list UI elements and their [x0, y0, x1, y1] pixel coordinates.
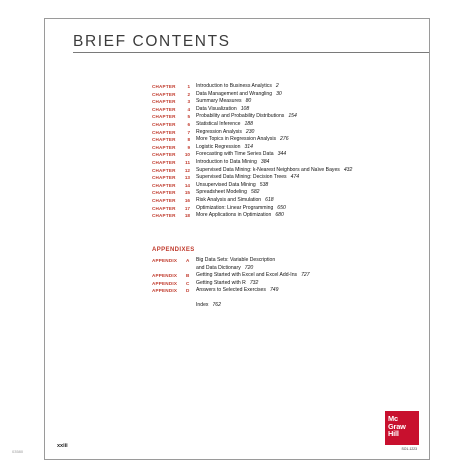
chapter-label: CHAPTER: [152, 182, 176, 188]
chapter-title: Unsupervised Data Mining: [196, 181, 256, 188]
chapter-row: [152, 106, 422, 114]
chapter-page: 2: [275, 83, 279, 89]
chapter-page: 538: [259, 181, 269, 188]
appendix-row: [152, 257, 422, 265]
chapter-row: [152, 167, 422, 175]
chapter-page: 154: [288, 113, 297, 120]
appendix-row: [152, 287, 422, 295]
chapter-number: 15: [184, 190, 190, 196]
appendix-page: 727: [301, 272, 310, 279]
chapter-label: CHAPTER: [152, 121, 176, 127]
chapter-title: Probability and Probability Distributions: [196, 113, 285, 120]
chapter-label: CHAPTER: [152, 205, 176, 211]
chapter-row: [152, 151, 422, 159]
appendix-row: [152, 265, 422, 273]
chapter-label: CHAPTER: [152, 213, 176, 219]
index-entry: [196, 302, 221, 308]
chapter-number: 3: [187, 99, 190, 105]
chapter-page: 384: [260, 158, 270, 165]
appendix-title-line: [196, 287, 278, 295]
chapter-label: CHAPTER: [152, 91, 176, 97]
chapter-page: 344: [277, 151, 287, 158]
chapter-title: Risk Analysis and Simulation: [196, 196, 262, 203]
appendix-page: 749: [269, 287, 279, 294]
chapter-title: Supervised Data Mining: k-Nearest Neighbors and Naïve Bayes: [196, 166, 340, 173]
logo-line: Mc: [388, 414, 398, 423]
chapter-title: Optimization: Linear Programming: [196, 204, 274, 211]
chapter-page: 432: [343, 166, 353, 173]
index-label: Index: [196, 302, 209, 308]
chapter-number: 7: [187, 129, 190, 135]
appendix-title: Big Data Sets: Variable Description: [196, 257, 276, 263]
chapter-title: Supervised Data Mining: Decision Trees: [196, 174, 287, 181]
chapter-title: Regression Analysis: [196, 128, 242, 135]
chapter-title-line: [196, 205, 286, 213]
appendix-title-line: [196, 257, 279, 265]
chapter-label: CHAPTER: [152, 197, 176, 203]
appendix-list: [152, 257, 422, 295]
chapter-title-line: [196, 106, 249, 114]
chapter-title: Data Management and Wrangling: [196, 90, 273, 97]
chapter-page: 230: [245, 128, 255, 135]
chapter-number: 16: [184, 197, 190, 203]
chapter-row: [152, 113, 422, 121]
chapter-label: CHAPTER: [152, 167, 176, 173]
chapter-row: [152, 205, 422, 213]
appendix-title: Getting Started with Excel and Excel Add-Ins: [196, 272, 298, 279]
chapter-number: 17: [184, 205, 190, 211]
appendix-title: Getting Started with R: [196, 279, 246, 286]
chapter-row: [152, 189, 422, 197]
chapter-page: 314: [244, 143, 253, 150]
chapter-title-line: [196, 98, 251, 106]
title-rule: [73, 52, 429, 53]
chapter-title-line: [196, 144, 253, 152]
chapter-number: 8: [187, 137, 190, 143]
appendix-label: APPENDIX: [152, 273, 178, 279]
chapter-title: Forecasting with Time Series Data: [196, 151, 274, 158]
appendix-row: [152, 280, 422, 288]
chapter-page: 30: [276, 90, 282, 97]
appendix-title: and Data Dictionary: [196, 264, 241, 271]
chapter-number: 9: [187, 144, 190, 150]
chapter-label: CHAPTER: [152, 159, 176, 165]
chapter-title: More Applications in Optimization: [196, 212, 272, 219]
chapter-title-line: [196, 121, 253, 129]
chapter-number: 10: [184, 152, 190, 158]
chapter-title-line: [196, 113, 297, 121]
chapter-page: 80: [245, 98, 252, 105]
logo-line: Hill: [388, 429, 399, 439]
chapter-list: [152, 83, 422, 220]
chapter-row: [152, 212, 422, 220]
publisher-logo: [385, 411, 419, 445]
appendices-heading: APPENDIXES: [152, 247, 195, 253]
chapter-title: Statistical Inference: [196, 120, 241, 127]
chapter-page: 618: [265, 196, 274, 203]
chapter-label: CHAPTER: [152, 129, 176, 135]
appendix-label: APPENDIX: [152, 258, 178, 263]
chapter-number: 1: [187, 84, 190, 89]
chapter-page: 474: [290, 174, 300, 181]
chapter-row: [152, 83, 422, 91]
chapter-number: 5: [187, 114, 190, 120]
chapter-page: 582: [250, 189, 260, 196]
chapter-row: [152, 159, 422, 167]
chapter-label: CHAPTER: [152, 84, 176, 89]
chapter-page: 650: [277, 204, 286, 211]
chapter-row: [152, 91, 422, 99]
chapter-label: CHAPTER: [152, 175, 176, 181]
chapter-number: 12: [184, 167, 190, 173]
chapter-title: Data Visualization: [196, 105, 237, 112]
chapter-page: 188: [244, 120, 253, 127]
chapter-label: CHAPTER: [152, 152, 176, 158]
chapter-title-line: [196, 159, 269, 167]
chapter-label: CHAPTER: [152, 99, 176, 105]
chapter-number: 6: [187, 121, 190, 127]
chapter-page: 276: [280, 136, 289, 143]
chapter-title: More Topics in Regression Analysis: [196, 136, 277, 143]
chapter-row: [152, 197, 422, 205]
appendix-page: 720: [244, 264, 254, 271]
chapter-label: CHAPTER: [152, 114, 176, 120]
appendix-title-line: [196, 272, 310, 280]
corner-stamp: 03580: [12, 449, 24, 454]
appendix-title-line: [196, 280, 258, 288]
chapter-title-line: [196, 83, 279, 91]
chapter-title: Introduction to Data Mining: [196, 158, 257, 165]
chapter-title-line: [196, 197, 274, 205]
chapter-title-line: [196, 151, 286, 159]
chapter-number: 18: [184, 213, 190, 219]
chapter-number: 4: [187, 106, 190, 112]
chapter-row: [152, 174, 422, 182]
chapter-title-line: [196, 167, 352, 175]
appendix-row: [152, 272, 422, 280]
chapter-title-line: [196, 174, 299, 182]
chapter-number: 13: [184, 175, 190, 181]
logo-line: Graw: [388, 421, 406, 431]
appendix-title-line: [196, 265, 253, 273]
chapter-title: Spreadsheet Modeling: [196, 189, 247, 196]
chapter-title: Introduction to Business Analytics: [196, 83, 272, 89]
chapter-title-line: [196, 91, 282, 99]
chapter-label: CHAPTER: [152, 190, 176, 196]
chapter-row: [152, 121, 422, 129]
appendix-title: Answers to Selected Exercises: [196, 287, 266, 294]
page-folio: xxiii: [57, 443, 68, 449]
chapter-page: 680: [275, 212, 284, 219]
chapter-label: CHAPTER: [152, 106, 176, 112]
chapter-title-line: [196, 136, 289, 144]
publisher-code: SO1-1223: [401, 447, 417, 451]
chapter-number: 14: [184, 182, 190, 188]
chapter-title: Summary Measures: [196, 98, 242, 105]
chapter-label: CHAPTER: [152, 144, 176, 150]
appendix-letter: B: [186, 273, 190, 279]
appendix-page: 732: [249, 279, 259, 286]
chapter-row: [152, 98, 422, 106]
chapter-row: [152, 144, 422, 152]
appendix-label: APPENDIX: [152, 280, 178, 286]
appendix-letter: C: [186, 280, 190, 286]
chapter-number: 2: [187, 91, 190, 97]
book-page: [44, 18, 430, 460]
chapter-title-line: [196, 129, 254, 137]
chapter-row: [152, 136, 422, 144]
appendix-letter: D: [186, 288, 190, 294]
appendix-letter: A: [186, 258, 190, 263]
chapter-title-line: [196, 212, 284, 220]
appendix-label: APPENDIX: [152, 288, 178, 294]
chapter-title-line: [196, 182, 268, 190]
chapter-row: [152, 129, 422, 137]
page-title: BRIEF CONTENTS: [73, 33, 231, 50]
chapter-title-line: [196, 189, 259, 197]
chapter-label: CHAPTER: [152, 137, 176, 143]
chapter-number: 11: [185, 159, 190, 165]
chapter-page: 108: [240, 105, 250, 112]
chapter-row: [152, 182, 422, 190]
index-page: 762: [212, 302, 221, 308]
chapter-title: Logistic Regression: [196, 143, 241, 150]
